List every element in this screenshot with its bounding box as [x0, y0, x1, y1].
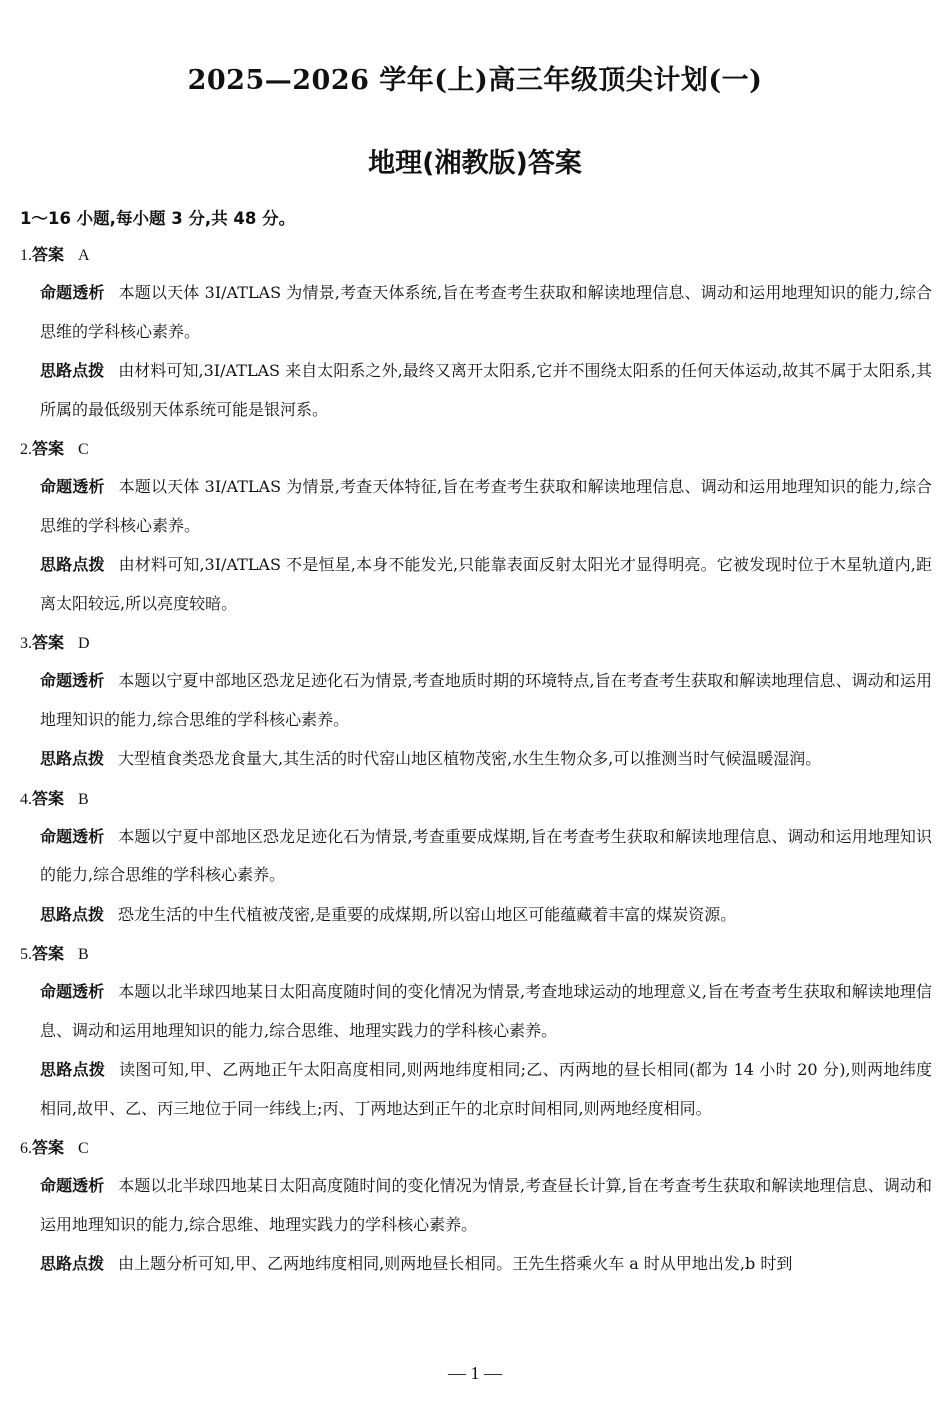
hint-text: 由上题分析可知,甲、乙两地纬度相同,则两地昼长相同。王先生搭乘火车 a 时从甲地出发,b 时到	[118, 1254, 793, 1273]
intent-paragraph	[40, 662, 932, 739]
hint-paragraph	[40, 1051, 932, 1128]
page-number: — 1 —	[448, 1363, 502, 1383]
answer-label: 答案	[32, 439, 65, 458]
answer-value: A	[78, 247, 90, 264]
question-header	[20, 789, 932, 809]
hint-paragraph	[40, 352, 932, 429]
hint-paragraph	[40, 1245, 932, 1284]
intent-paragraph	[40, 1167, 932, 1244]
intent-label: 命题透析	[40, 477, 105, 496]
answer-label: 答案	[32, 944, 65, 963]
question-number: 4.	[20, 790, 32, 808]
question-header	[20, 1138, 932, 1158]
answer-label: 答案	[32, 1138, 65, 1157]
intent-text: 本题以北半球四地某日太阳高度随时间的变化情况为情景,考查昼长计算,旨在考查考生获取和解读地理信息、调动和运用地理知识的能力,综合思维、地理实践力的学科核心素养。	[40, 1176, 932, 1234]
hint-text: 大型植食类恐龙食量大,其生活的时代窑山地区植物茂密,水生生物众多,可以推测当时气候温暖湿润。	[118, 749, 822, 768]
question-number: 6.	[20, 1140, 32, 1157]
intent-label: 命题透析	[40, 826, 105, 846]
question-header	[20, 439, 932, 459]
hint-label: 思路点拨	[40, 904, 105, 924]
hint-label: 思路点拨	[40, 555, 105, 574]
question-number: 1.	[20, 247, 32, 264]
intent-paragraph	[40, 468, 932, 545]
document-title: 2025—2026 学年(上)高三年级顶尖计划(一)	[187, 65, 763, 96]
intent-label: 命题透析	[40, 982, 105, 1001]
question-header	[20, 245, 932, 265]
intent-paragraph	[40, 818, 932, 895]
hint-text: 由材料可知,3I/ATLAS 来自太阳系之外,最终又离开太阳系,它并不围绕太阳系的任何天体运动,故其不属于太阳系,其所属的最低级别天体系统可能是银河系。	[40, 361, 932, 419]
answer-value: B	[78, 946, 89, 963]
intent-text: 本题以天体 3I/ATLAS 为情景,考查天体特征,旨在考查考生获取和解读地理信息、调动和运用地理知识的能力,综合思维的学科核心素养。	[40, 477, 932, 535]
intent-label: 命题透析	[40, 283, 105, 302]
answer-label: 答案	[32, 788, 65, 808]
answer-value: B	[78, 790, 89, 808]
intent-text: 本题以宁夏中部地区恐龙足迹化石为情景,考查地质时期的环境特点,旨在考查考生获取和解读地理信息、调动和运用地理知识的能力,综合思维的学科核心素养。	[40, 671, 932, 729]
answer-label: 答案	[32, 633, 65, 652]
hint-label: 思路点拨	[40, 1254, 105, 1273]
hint-paragraph	[40, 546, 932, 623]
answer-content	[20, 209, 932, 1294]
document-subtitle: 地理(湘教版)答案	[368, 148, 582, 179]
intent-label: 命题透析	[40, 1176, 105, 1195]
hint-label: 思路点拨	[40, 1060, 106, 1079]
question-number: 5.	[20, 946, 32, 963]
hint-text: 恐龙生活的中生代植被茂密,是重要的成煤期,所以窑山地区可能蕴藏着丰富的煤炭资源。	[118, 904, 737, 924]
question-header	[20, 944, 932, 964]
section-intro: 1～16 小题,每小题 3 分,共 48 分。	[20, 209, 296, 228]
question-header	[20, 633, 932, 653]
intent-text: 本题以宁夏中部地区恐龙足迹化石为情景,考查重要成煤期,旨在考查考生获取和解读地理信息、调动和运用地理知识的能力,综合思维的学科核心素养。	[40, 826, 932, 884]
intent-paragraph	[40, 973, 932, 1050]
hint-text: 读图可知,甲、乙两地正午太阳高度相同,则两地纬度相同;乙、丙两地的昼长相同(都为 14 小时 20 分),则两地纬度相同,故甲、乙、丙三地位于同一纬线上;丙、丁两地达到正午的北京时间相同,则两地经度相同。	[40, 1060, 932, 1118]
hint-paragraph	[40, 740, 932, 779]
answer-label: 答案	[32, 245, 65, 264]
answer-value: C	[78, 441, 89, 458]
intent-text: 本题以天体 3I/ATLAS 为情景,考查天体系统,旨在考查考生获取和解读地理信息、调动和运用地理知识的能力,综合思维的学科核心素养。	[40, 283, 932, 341]
question-number: 2.	[20, 441, 32, 458]
hint-paragraph	[40, 896, 932, 935]
answer-value: C	[78, 1140, 89, 1157]
hint-text: 由材料可知,3I/ATLAS 不是恒星,本身不能发光,只能靠表面反射太阳光才显得明亮。它被发现时位于木星轨道内,距离太阳较远,所以亮度较暗。	[40, 555, 932, 613]
intent-text: 本题以北半球四地某日太阳高度随时间的变化情况为情景,考查地球运动的地理意义,旨在考查考生获取和解读地理信息、调动和运用地理知识的能力,综合思维、地理实践力的学科核心素养。	[40, 982, 932, 1040]
question-number: 3.	[20, 635, 32, 652]
intent-label: 命题透析	[40, 671, 105, 690]
hint-label: 思路点拨	[40, 361, 105, 380]
hint-label: 思路点拨	[40, 749, 105, 768]
intent-paragraph	[40, 274, 932, 351]
answer-value: D	[78, 635, 90, 652]
